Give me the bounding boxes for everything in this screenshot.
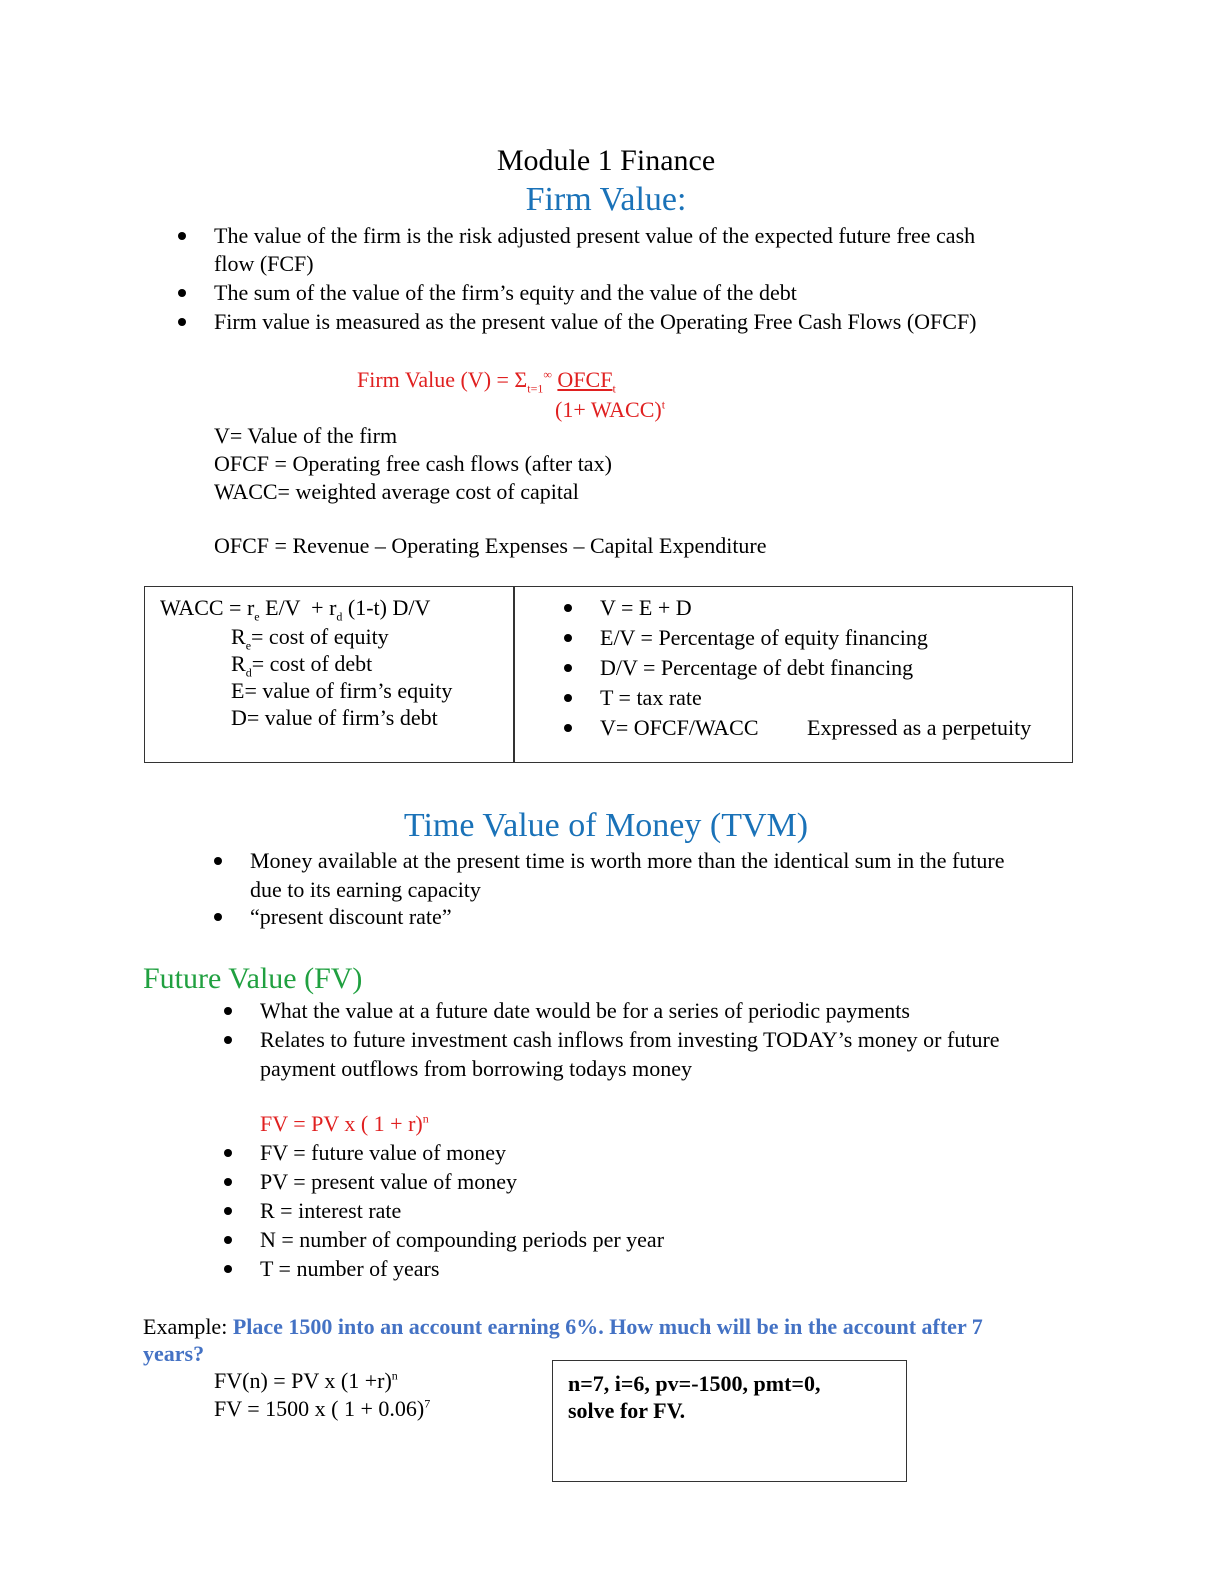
list-item: R = interest rate [260, 1196, 664, 1225]
firm-value-heading: Firm Value: [525, 181, 687, 218]
list-item: Firm value is measured as the present value of the Operating Free Cash Flows (OFCF) [214, 307, 977, 336]
calculator-line1: n=7, i=6, pv=-1500, pmt=0, [568, 1371, 821, 1396]
firm-value-bullets [214, 221, 977, 336]
example-question-cont: years? [143, 1341, 205, 1366]
example-question: Example: Place 1500 into an account earning 6%. How much will be in the account after 7 [143, 1314, 983, 1339]
page-title: Module 1 Finance [496, 144, 716, 177]
list-item: payment outflows from borrowing todays money [260, 1056, 692, 1081]
list-item: Money available at the present time is worth more than the identical sum in the future [250, 846, 1005, 875]
list-item: Relates to future investment cash inflows from investing TODAY’s money or future [260, 1025, 1000, 1054]
perpetuity-note: Expressed as a perpetuity [807, 715, 1032, 740]
list-item: flow (FCF) [214, 251, 314, 276]
wacc-def-rd: $R_d= \cos t$ of debt [231, 651, 373, 680]
list-item: N = number of compounding periods per year [260, 1225, 664, 1254]
fv-bullets [260, 996, 1000, 1083]
list-item: The sum of the value of the firm’s equity and the value of the debt [214, 278, 977, 307]
firm-value-formula: Firm Value $(V) = \Sigma_{t=1}^\infty$ $OFCF_t$ [357, 367, 616, 396]
calculator-line2: solve for FV. [568, 1398, 686, 1423]
list-item: E/V = Percentage of equity financing [600, 623, 928, 653]
tvm-bullets [250, 846, 1005, 931]
list-item: “present discount rate” [250, 902, 1005, 931]
list-item: due to its earning capacity [250, 877, 481, 902]
list-item: D/V = Percentage of debt financing [600, 653, 928, 683]
tvm-heading: Time Value of Money (TVM) [403, 807, 809, 844]
list-item: T = tax rate [600, 683, 928, 713]
list-item: PV = present value of money [260, 1167, 664, 1196]
list-item: The value of the firm is the risk adjusted present value of the expected future free cash [214, 221, 977, 250]
def-wacc: WACC= weighted average cost of capital [214, 479, 579, 504]
example-eq1: FV(n) = PV x $(1 +r)^n$ [214, 1368, 398, 1393]
list-item: T = number of years [260, 1254, 664, 1283]
fv-variables [260, 1138, 664, 1283]
firm-value-denominator: (1+ WACC)$^t$ [555, 397, 666, 422]
fv-formula: FV = PV x ( 1 + r)$^n$ [260, 1111, 429, 1136]
wacc-def-e: E= value of firm’s equity [231, 678, 453, 703]
ofcf-equation: OFCF = Revenue – Operating Expenses – Capital Expenditure [214, 533, 767, 558]
wacc-def-re: $R_e= \cos t$ of equity [231, 624, 389, 653]
list-item: V= OFCF/WACC [600, 713, 928, 743]
def-ofcf: OFCF = Operating free cash flows (after tax) [214, 451, 612, 476]
list-item: FV = future value of money [260, 1138, 664, 1167]
list-item: V = E + D [600, 593, 928, 623]
wacc-def-d: D= value of firm’s debt [231, 705, 438, 730]
wacc-equation: WACC = $r_e$ $E/V + r_d$ (1-t) D/V [160, 595, 431, 624]
example-eq2: FV = 1500 x ( 1 + 0.06)$^7$ [214, 1396, 431, 1421]
fv-heading: Future Value (FV) [143, 962, 363, 995]
list-item: What the value at a future date would be for a series of periodic payments [260, 996, 1000, 1025]
def-v: V= Value of the firm [214, 423, 398, 448]
